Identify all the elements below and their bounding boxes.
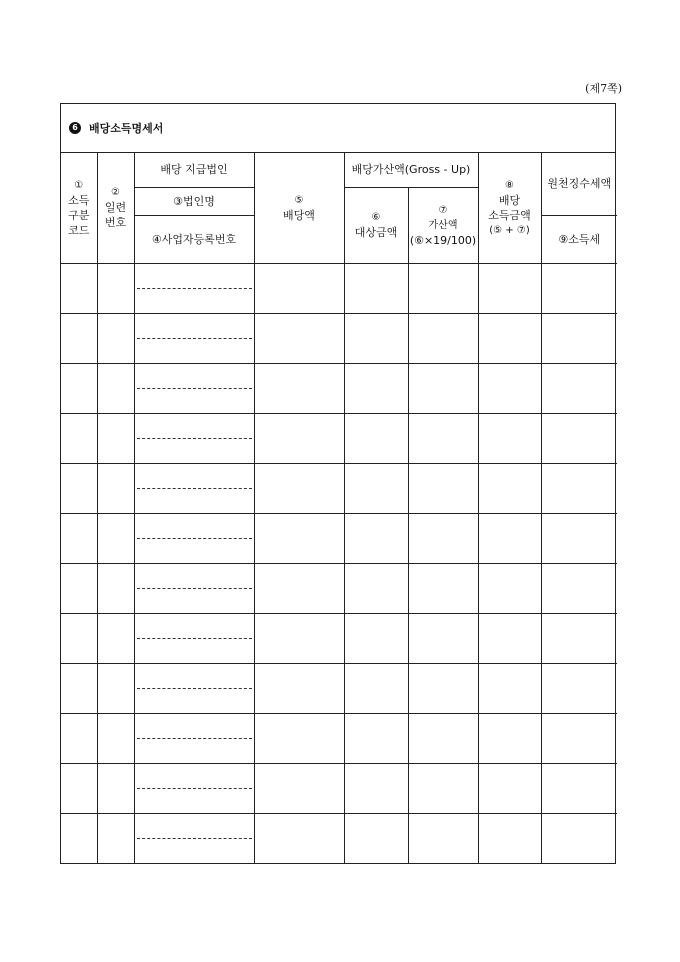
cell-corporation[interactable] (134, 763, 254, 813)
cell-corporation[interactable] (134, 663, 254, 713)
page-label: (제7쪽) (585, 82, 622, 95)
cell-income-tax[interactable] (541, 263, 617, 313)
cell-income-code[interactable] (61, 813, 97, 863)
cell-income-tax[interactable] (541, 513, 617, 563)
dashed-divider (137, 538, 252, 539)
cell-corporation[interactable] (134, 413, 254, 463)
cell-income-code[interactable] (61, 513, 97, 563)
cell-target-amount[interactable] (344, 463, 408, 513)
cell-added-amount[interactable] (408, 263, 478, 313)
cell-added-amount[interactable] (408, 463, 478, 513)
cell-target-amount[interactable] (344, 513, 408, 563)
cell-target-amount[interactable] (344, 663, 408, 713)
cell-serial[interactable] (97, 313, 134, 363)
dashed-divider (137, 288, 252, 289)
cell-dividend[interactable] (254, 813, 344, 863)
cell-income-code[interactable] (61, 413, 97, 463)
cell-serial[interactable] (97, 663, 134, 713)
header-withholding-tax: 원천징수세액 (541, 153, 617, 215)
cell-corporation[interactable] (134, 463, 254, 513)
cell-corporation[interactable] (134, 513, 254, 563)
cell-dividend-income[interactable] (478, 713, 541, 763)
header-target-amount: ⑥ 대상금액 (344, 187, 408, 263)
cell-dividend-income[interactable] (478, 313, 541, 363)
dashed-divider (137, 788, 252, 789)
dashed-divider (137, 588, 252, 589)
cell-dividend[interactable] (254, 263, 344, 313)
cell-income-code[interactable] (61, 563, 97, 613)
header-dividend-amount: ⑤ 배당액 (254, 153, 344, 263)
cell-target-amount[interactable] (344, 613, 408, 663)
form-number-badge: 6 (69, 122, 81, 134)
dividend-income-form (60, 103, 616, 864)
header-added-amount: ⑦ 가산액 (⑥×19/100) (408, 187, 478, 263)
table-row (61, 413, 617, 463)
table-row (61, 263, 617, 313)
header-income-code: ① 소득 구분 코드 (61, 153, 97, 263)
cell-income-tax[interactable] (541, 313, 617, 363)
cell-serial[interactable] (97, 613, 134, 663)
form-title: 배당소득명세서 (89, 122, 164, 135)
cell-serial[interactable] (97, 763, 134, 813)
cell-income-code[interactable] (61, 363, 97, 413)
cell-dividend-income[interactable] (478, 663, 541, 713)
header-payer-corporation: 배당 지급법인 (134, 153, 254, 187)
cell-income-tax[interactable] (541, 663, 617, 713)
cell-dividend[interactable] (254, 563, 344, 613)
cell-dividend[interactable] (254, 713, 344, 763)
table-row (61, 763, 617, 813)
cell-added-amount[interactable] (408, 313, 478, 363)
cell-target-amount[interactable] (344, 413, 408, 463)
cell-serial[interactable] (97, 813, 134, 863)
cell-dividend[interactable] (254, 413, 344, 463)
cell-added-amount[interactable] (408, 813, 478, 863)
table-row (61, 513, 617, 563)
cell-income-code[interactable] (61, 613, 97, 663)
cell-added-amount[interactable] (408, 613, 478, 663)
cell-corporation[interactable] (134, 263, 254, 313)
cell-dividend[interactable] (254, 663, 344, 713)
header-dividend-income: ⑧ 배당 소득금액 (⑤ + ⑦) (478, 153, 541, 263)
cell-dividend-income[interactable] (478, 513, 541, 563)
cell-income-code[interactable] (61, 713, 97, 763)
cell-dividend-income[interactable] (478, 263, 541, 313)
cell-dividend-income[interactable] (478, 413, 541, 463)
cell-income-tax[interactable] (541, 813, 617, 863)
cell-corporation[interactable] (134, 363, 254, 413)
cell-income-tax[interactable] (541, 763, 617, 813)
cell-added-amount[interactable] (408, 563, 478, 613)
cell-added-amount[interactable] (408, 663, 478, 713)
cell-dividend[interactable] (254, 613, 344, 663)
dividend-table (61, 153, 617, 863)
header-income-tax: ⑨소득세 (541, 215, 617, 263)
cell-corporation[interactable] (134, 613, 254, 663)
cell-added-amount[interactable] (408, 363, 478, 413)
cell-income-tax[interactable] (541, 563, 617, 613)
cell-target-amount[interactable] (344, 813, 408, 863)
cell-added-amount[interactable] (408, 763, 478, 813)
table-row (61, 563, 617, 613)
cell-income-code[interactable] (61, 763, 97, 813)
dashed-divider (137, 738, 252, 739)
table-row (61, 463, 617, 513)
cell-target-amount[interactable] (344, 263, 408, 313)
cell-corporation[interactable] (134, 713, 254, 763)
table-row (61, 363, 617, 413)
cell-target-amount[interactable] (344, 363, 408, 413)
cell-dividend-income[interactable] (478, 763, 541, 813)
header-corporation-name: ③법인명 (134, 187, 254, 215)
cell-serial[interactable] (97, 463, 134, 513)
cell-target-amount[interactable] (344, 713, 408, 763)
cell-dividend[interactable] (254, 313, 344, 363)
table-row (61, 663, 617, 713)
dashed-divider (137, 638, 252, 639)
header-business-registration: ④사업자등록번호 (134, 215, 254, 263)
cell-income-tax[interactable] (541, 463, 617, 513)
cell-income-tax[interactable] (541, 363, 617, 413)
cell-added-amount[interactable] (408, 513, 478, 563)
dashed-divider (137, 338, 252, 339)
cell-added-amount[interactable] (408, 413, 478, 463)
cell-dividend-income[interactable] (478, 563, 541, 613)
cell-income-code[interactable] (61, 263, 97, 313)
header-gross-up: 배당가산액(Gross - Up) (344, 153, 478, 187)
dashed-divider (137, 688, 252, 689)
cell-dividend-income[interactable] (478, 813, 541, 863)
table-row (61, 313, 617, 363)
cell-dividend-income[interactable] (478, 363, 541, 413)
table-row (61, 713, 617, 763)
cell-serial[interactable] (97, 263, 134, 313)
dashed-divider (137, 838, 252, 839)
cell-income-tax[interactable] (541, 613, 617, 663)
dashed-divider (137, 438, 252, 439)
cell-income-code[interactable] (61, 313, 97, 363)
cell-target-amount[interactable] (344, 563, 408, 613)
cell-serial[interactable] (97, 363, 134, 413)
cell-dividend[interactable] (254, 763, 344, 813)
cell-dividend-income[interactable] (478, 613, 541, 663)
cell-target-amount[interactable] (344, 763, 408, 813)
cell-dividend[interactable] (254, 363, 344, 413)
cell-serial[interactable] (97, 413, 134, 463)
cell-target-amount[interactable] (344, 313, 408, 363)
cell-corporation[interactable] (134, 813, 254, 863)
cell-dividend[interactable] (254, 513, 344, 563)
cell-serial[interactable] (97, 513, 134, 563)
cell-serial[interactable] (97, 713, 134, 763)
table-row (61, 813, 617, 863)
cell-added-amount[interactable] (408, 713, 478, 763)
cell-income-code[interactable] (61, 663, 97, 713)
form-title-bar (61, 104, 615, 153)
cell-income-tax[interactable] (541, 413, 617, 463)
cell-income-code[interactable] (61, 463, 97, 513)
dashed-divider (137, 488, 252, 489)
cell-dividend[interactable] (254, 463, 344, 513)
cell-income-tax[interactable] (541, 713, 617, 763)
table-row (61, 613, 617, 663)
cell-corporation[interactable] (134, 563, 254, 613)
header-serial-number: ② 일련 번호 (97, 153, 134, 263)
dashed-divider (137, 388, 252, 389)
cell-serial[interactable] (97, 563, 134, 613)
cell-corporation[interactable] (134, 313, 254, 363)
cell-dividend-income[interactable] (478, 463, 541, 513)
